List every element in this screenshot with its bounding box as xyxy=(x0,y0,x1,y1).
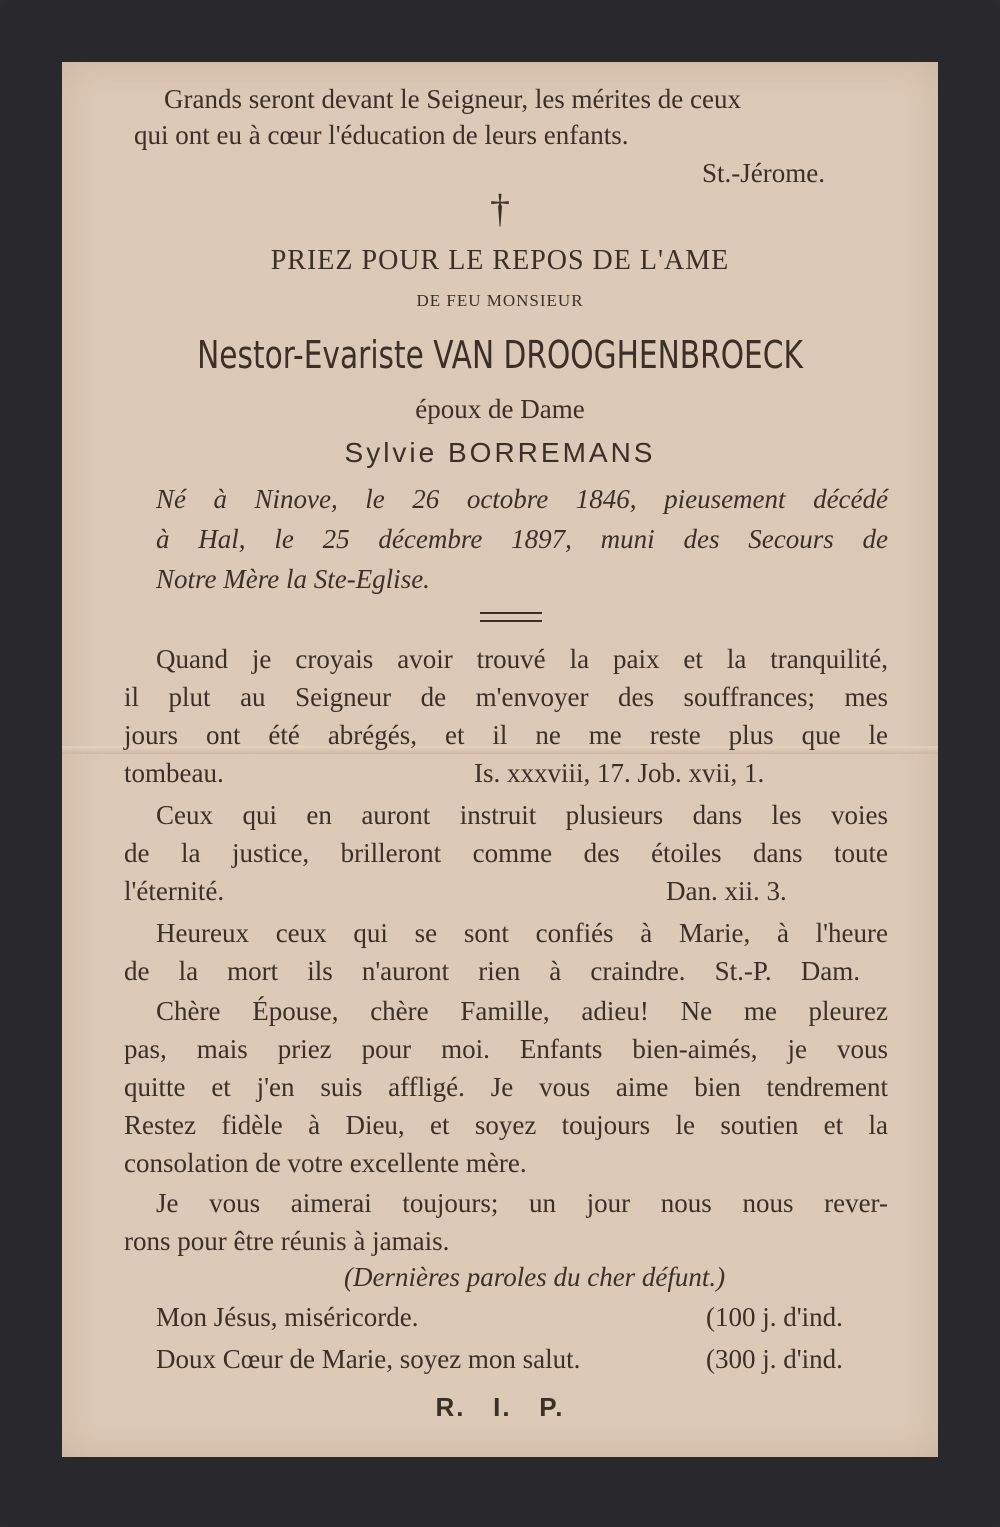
epigraph-attribution: St.-Jérome. xyxy=(702,158,825,188)
cross-icon: † xyxy=(490,186,510,231)
prayer-2-indulgence: (300 j. d'ind. xyxy=(706,1344,843,1374)
passage-2-line-3: l'éternité. xyxy=(124,876,225,906)
passage-4-line-2: pas, mais priez pour moi. Enfants bien-aimés, je vous xyxy=(124,1034,888,1064)
passage-2-reference: Dan. xii. 3. xyxy=(666,876,787,906)
prayer-1-indulgence: (100 j. d'ind. xyxy=(706,1302,843,1332)
card-paper xyxy=(62,62,938,1457)
passage-5-line-2: rons pour être réunis à jamais. xyxy=(124,1226,450,1256)
passage-4-line-3: quitte et j'en suis affligé. Je vous aime bien tendrement xyxy=(124,1072,888,1102)
prayer-1-text: Mon Jésus, miséricorde. xyxy=(156,1302,419,1332)
passage-1-line-2: il plut au Seigneur de m'envoyer des souffrances; mes xyxy=(124,682,888,712)
passage-3-line-1: Heureux ceux qui se sont confiés à Marie, à l'heure xyxy=(156,918,888,948)
passage-1-line-4: tombeau. xyxy=(124,758,224,788)
passage-2-line-2: de la justice, brilleront comme des étoiles dans toute xyxy=(124,838,888,868)
divider-rule-top xyxy=(480,612,542,614)
spouse-name: Sylvie BORREMANS xyxy=(344,437,656,468)
prayer-2-text: Doux Cœur de Marie, soyez mon salut. xyxy=(156,1344,581,1374)
heading-line-2: DE FEU MONSIEUR xyxy=(416,291,584,310)
biography-line-2: à Hal, le 25 décembre 1897, muni des Secours de xyxy=(156,524,888,554)
passage-3-line-2: de la mort ils n'auront rien à craindre. St.-P. Dam. xyxy=(124,956,860,986)
rip-closing: R. I. P. xyxy=(435,1392,565,1422)
passage-1-reference: Is. xxxviii, 17. Job. xvii, 1. xyxy=(474,758,765,788)
deceased-name: Nestor-Evariste VAN DROOGHENBROECK xyxy=(197,333,803,377)
passage-4-line-5: consolation de votre excellente mère. xyxy=(124,1148,527,1178)
passage-5-line-1: Je vous aimerai toujours; un jour nous nous rever- xyxy=(156,1188,888,1218)
passage-1-line-3: jours ont été abrégés, et il ne me reste plus que le xyxy=(124,720,888,750)
passage-2-line-1: Ceux qui en auront instruit plusieurs dans les voies xyxy=(156,800,888,830)
last-words-note: (Dernières paroles du cher défunt.) xyxy=(344,1262,726,1292)
passage-1-line-1: Quand je croyais avoir trouvé la paix et la tranquilité, xyxy=(156,644,888,674)
biography-line-3: Notre Mère la Ste-Eglise. xyxy=(156,564,430,594)
divider-rule-bottom xyxy=(480,620,542,622)
epigraph-line-1: Grands seront devant le Seigneur, les mérites de ceux xyxy=(164,84,741,114)
spouse-intro: époux de Dame xyxy=(415,394,585,424)
epigraph-line-2: qui ont eu à cœur l'éducation de leurs enfants. xyxy=(134,120,629,150)
heading-line-1: PRIEZ POUR LE REPOS DE L'AME xyxy=(270,245,730,276)
biography-line-1: Né à Ninove, le 26 octobre 1846, pieusement décédé xyxy=(156,484,888,514)
passage-4-line-1: Chère Épouse, chère Famille, adieu! Ne me pleurez xyxy=(156,996,888,1026)
passage-4-line-4: Restez fidèle à Dieu, et soyez toujours le soutien et la xyxy=(124,1110,888,1140)
